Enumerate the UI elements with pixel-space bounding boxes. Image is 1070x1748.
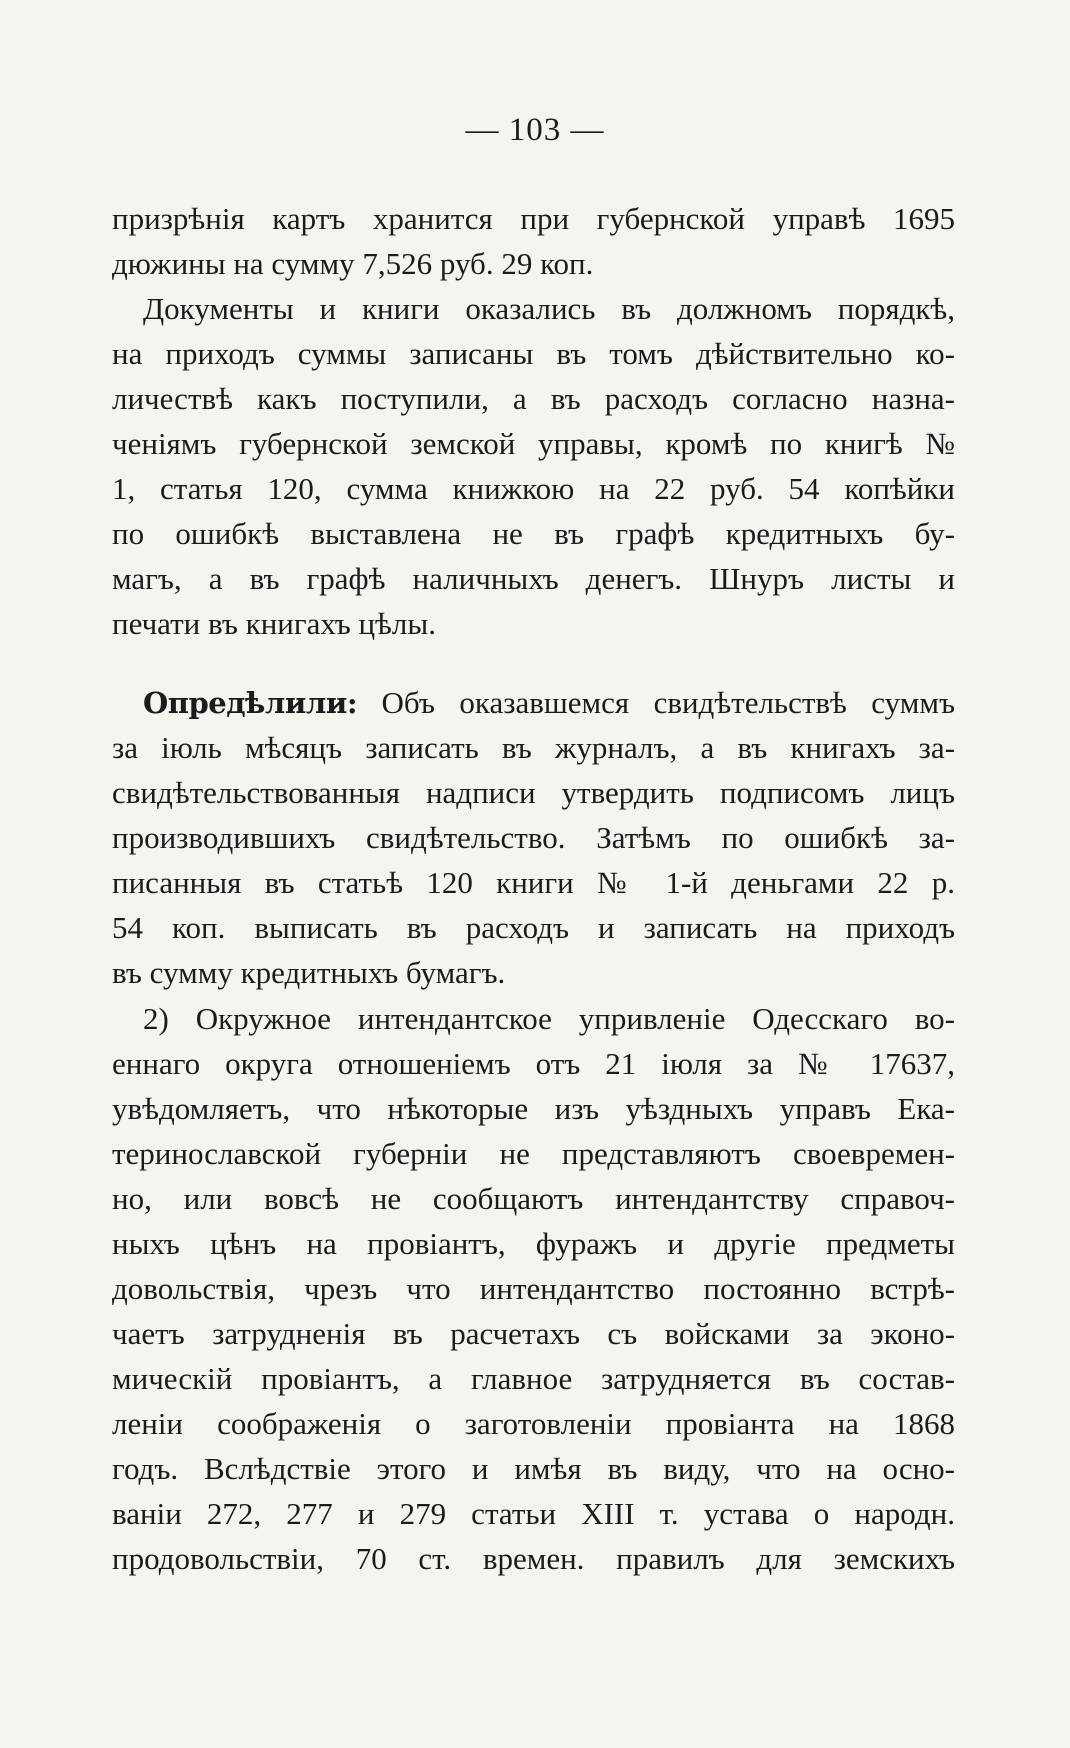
page-number: — 103 —: [465, 112, 605, 148]
text-line: въ сумму кредитныхъ бумагъ.: [112, 955, 506, 990]
text-line: 2) Окружное интендантское упривленіе Одесскаго во-: [143, 1001, 955, 1036]
text-line: продовольствіи, 70 ст. времен. правилъ для земскихъ: [112, 1541, 955, 1576]
text-line-rest: Объ оказавшемся свидѣтельствѣ суммъ: [357, 685, 955, 720]
text-line: леніи соображенія о заготовленіи провіанта на 1868: [112, 1406, 955, 1441]
text-line: ныхъ цѣнъ на провіантъ, фуражъ и другіе предметы: [112, 1226, 955, 1261]
text-line: чаетъ затрудненія въ расчетахъ съ войсками за эконо-: [112, 1316, 955, 1351]
text-line: годъ. Вслѣдствіе этого и имѣя въ виду, что на осно-: [112, 1451, 955, 1486]
text-line: теринославской губерніи не представляютъ своевремен-: [112, 1136, 955, 1171]
text-line: магъ, а въ графѣ наличныхъ денегъ. Шнуръ листы и: [112, 561, 955, 596]
text-line: довольствія, чрезъ что интендантство постоянно встрѣ-: [112, 1271, 955, 1306]
resolution-heading: Опредѣлили:: [143, 686, 358, 720]
text-line: 1, статья 120, сумма книжкою на 22 руб. 54 копѣйки: [112, 471, 955, 506]
text-line: увѣдомляетъ, что нѣкоторые изъ уѣздныхъ управъ Ека-: [112, 1091, 955, 1126]
text-line: печати въ книгахъ цѣлы.: [112, 606, 436, 641]
paragraph-1: [112, 196, 955, 286]
text-line: свидѣтельствованныя надписи утвердить подписомъ лицъ: [112, 775, 955, 810]
text-line: ченіямъ губернской земской управы, кромѣ по книгѣ №: [112, 426, 955, 461]
paragraph-resolution: [112, 680, 955, 995]
paragraph-4: [112, 996, 955, 1581]
text-line: [112, 680, 955, 725]
text-line: ваніи 272, 277 и 279 статьи XIII т. устава о народн.: [112, 1496, 955, 1531]
text-line: Документы и книги оказались въ должномъ порядкѣ,: [143, 291, 955, 326]
text-line: дюжины на сумму 7,526 руб. 29 коп.: [112, 246, 594, 281]
text-line: призрѣнія картъ хранится при губернской управѣ 1695: [112, 201, 955, 236]
text-line: на приходъ суммы записаны въ томъ дѣйствительно ко-: [112, 336, 955, 371]
text-line: за іюль мѣсяцъ записать въ журналъ, а въ книгахъ за-: [112, 730, 955, 765]
text-line: мическій провіантъ, а главное затрудняется въ состав-: [112, 1361, 955, 1396]
text-line: по ошибкѣ выставлена не въ графѣ кредитныхъ бу-: [112, 516, 955, 551]
text-line: но, или вовсѣ не сообщаютъ интендантству справоч-: [112, 1181, 955, 1216]
text-line: 54 коп. выписать въ расходъ и записать на приходъ: [112, 910, 955, 945]
text-line: личествѣ какъ поступили, а въ расходъ согласно назна-: [112, 381, 955, 416]
text-line: писанныя въ статьѣ 120 книги № 1-й деньгами 22 р.: [112, 865, 955, 900]
text-line: еннаго округа отношеніемъ отъ 21 іюля за № 17637,: [112, 1046, 955, 1081]
text-line: производившихъ свидѣтельство. Затѣмъ по ошибкѣ за-: [112, 820, 955, 855]
paragraph-2: [112, 286, 955, 646]
